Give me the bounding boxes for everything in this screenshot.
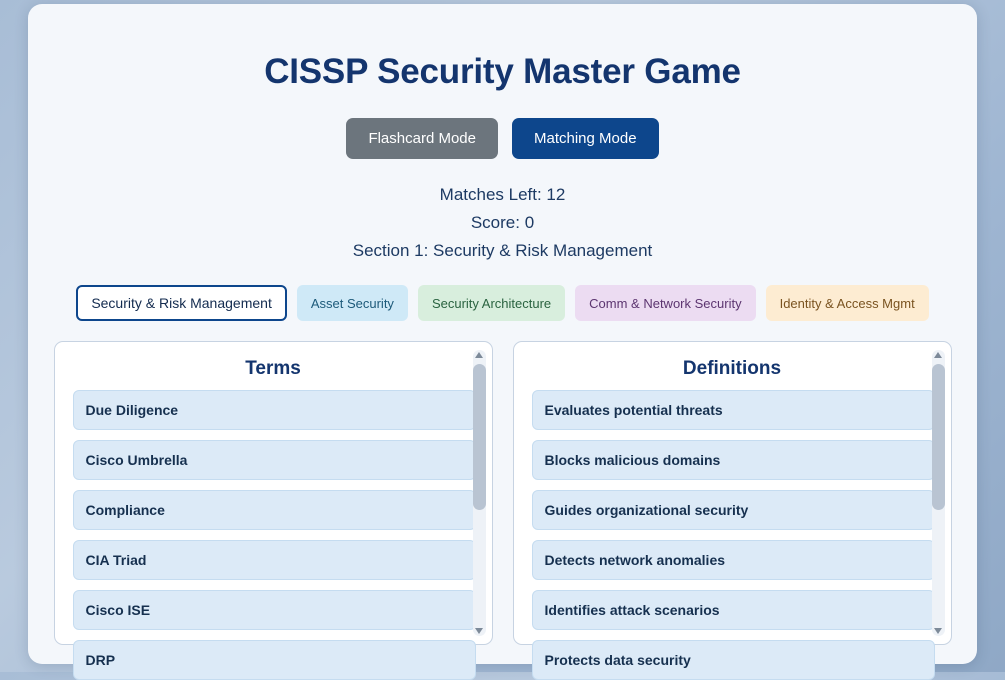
scroll-up-arrow-icon[interactable] [934,352,942,358]
page-title: CISSP Security Master Game [264,52,741,91]
definitions-panel-title: Definitions [682,358,782,379]
app-card [28,4,977,668]
list-item[interactable]: CIA Triad [73,540,476,580]
definitions-list [514,390,951,680]
definitions-panel [513,341,952,668]
terms-panel-title: Terms [245,358,301,379]
scrollbar-thumb[interactable] [932,364,945,510]
scroll-down-arrow-icon[interactable] [475,628,483,634]
list-item[interactable]: Evaluates potential threats [532,390,935,430]
definitions-scrollbar[interactable] [932,350,945,636]
terms-panel [54,341,493,668]
scroll-down-arrow-icon[interactable] [934,628,942,634]
section-chip-bar [28,285,977,321]
list-item[interactable]: Identifies attack scenarios [532,590,935,630]
section-chip-identity-access-mgmt[interactable]: Identity & Access Mgmt [766,285,929,321]
list-item[interactable]: Blocks malicious domains [532,440,935,480]
match-columns [28,341,977,668]
list-item[interactable]: Detects network anomalies [532,540,935,580]
terms-scrollbar[interactable] [473,350,486,636]
terms-list [55,390,492,680]
matching-mode-button[interactable]: Matching Mode [512,118,659,159]
scroll-up-arrow-icon[interactable] [475,352,483,358]
current-section-text: Section 1: Security & Risk Management [352,241,653,260]
score-text: Score: 0 [470,213,535,232]
list-item[interactable]: Cisco Umbrella [73,440,476,480]
status-block [28,181,977,265]
list-item[interactable]: Compliance [73,490,476,530]
list-item[interactable]: Due Diligence [73,390,476,430]
scrollbar-thumb[interactable] [473,364,486,510]
section-chip-security-risk-management[interactable]: Security & Risk Management [76,285,287,321]
list-item[interactable]: Protects data security [532,640,935,680]
section-chip-comm-network-security[interactable]: Comm & Network Security [575,285,755,321]
list-item[interactable]: Guides organizational security [532,490,935,530]
flashcard-mode-button[interactable]: Flashcard Mode [346,118,498,159]
list-item[interactable]: DRP [73,640,476,680]
section-chip-asset-security[interactable]: Asset Security [297,285,408,321]
matches-left-text: Matches Left: 12 [439,185,566,204]
list-item[interactable]: Cisco ISE [73,590,476,630]
section-chip-security-architecture[interactable]: Security Architecture [418,285,565,321]
mode-toggle-bar [28,118,977,159]
